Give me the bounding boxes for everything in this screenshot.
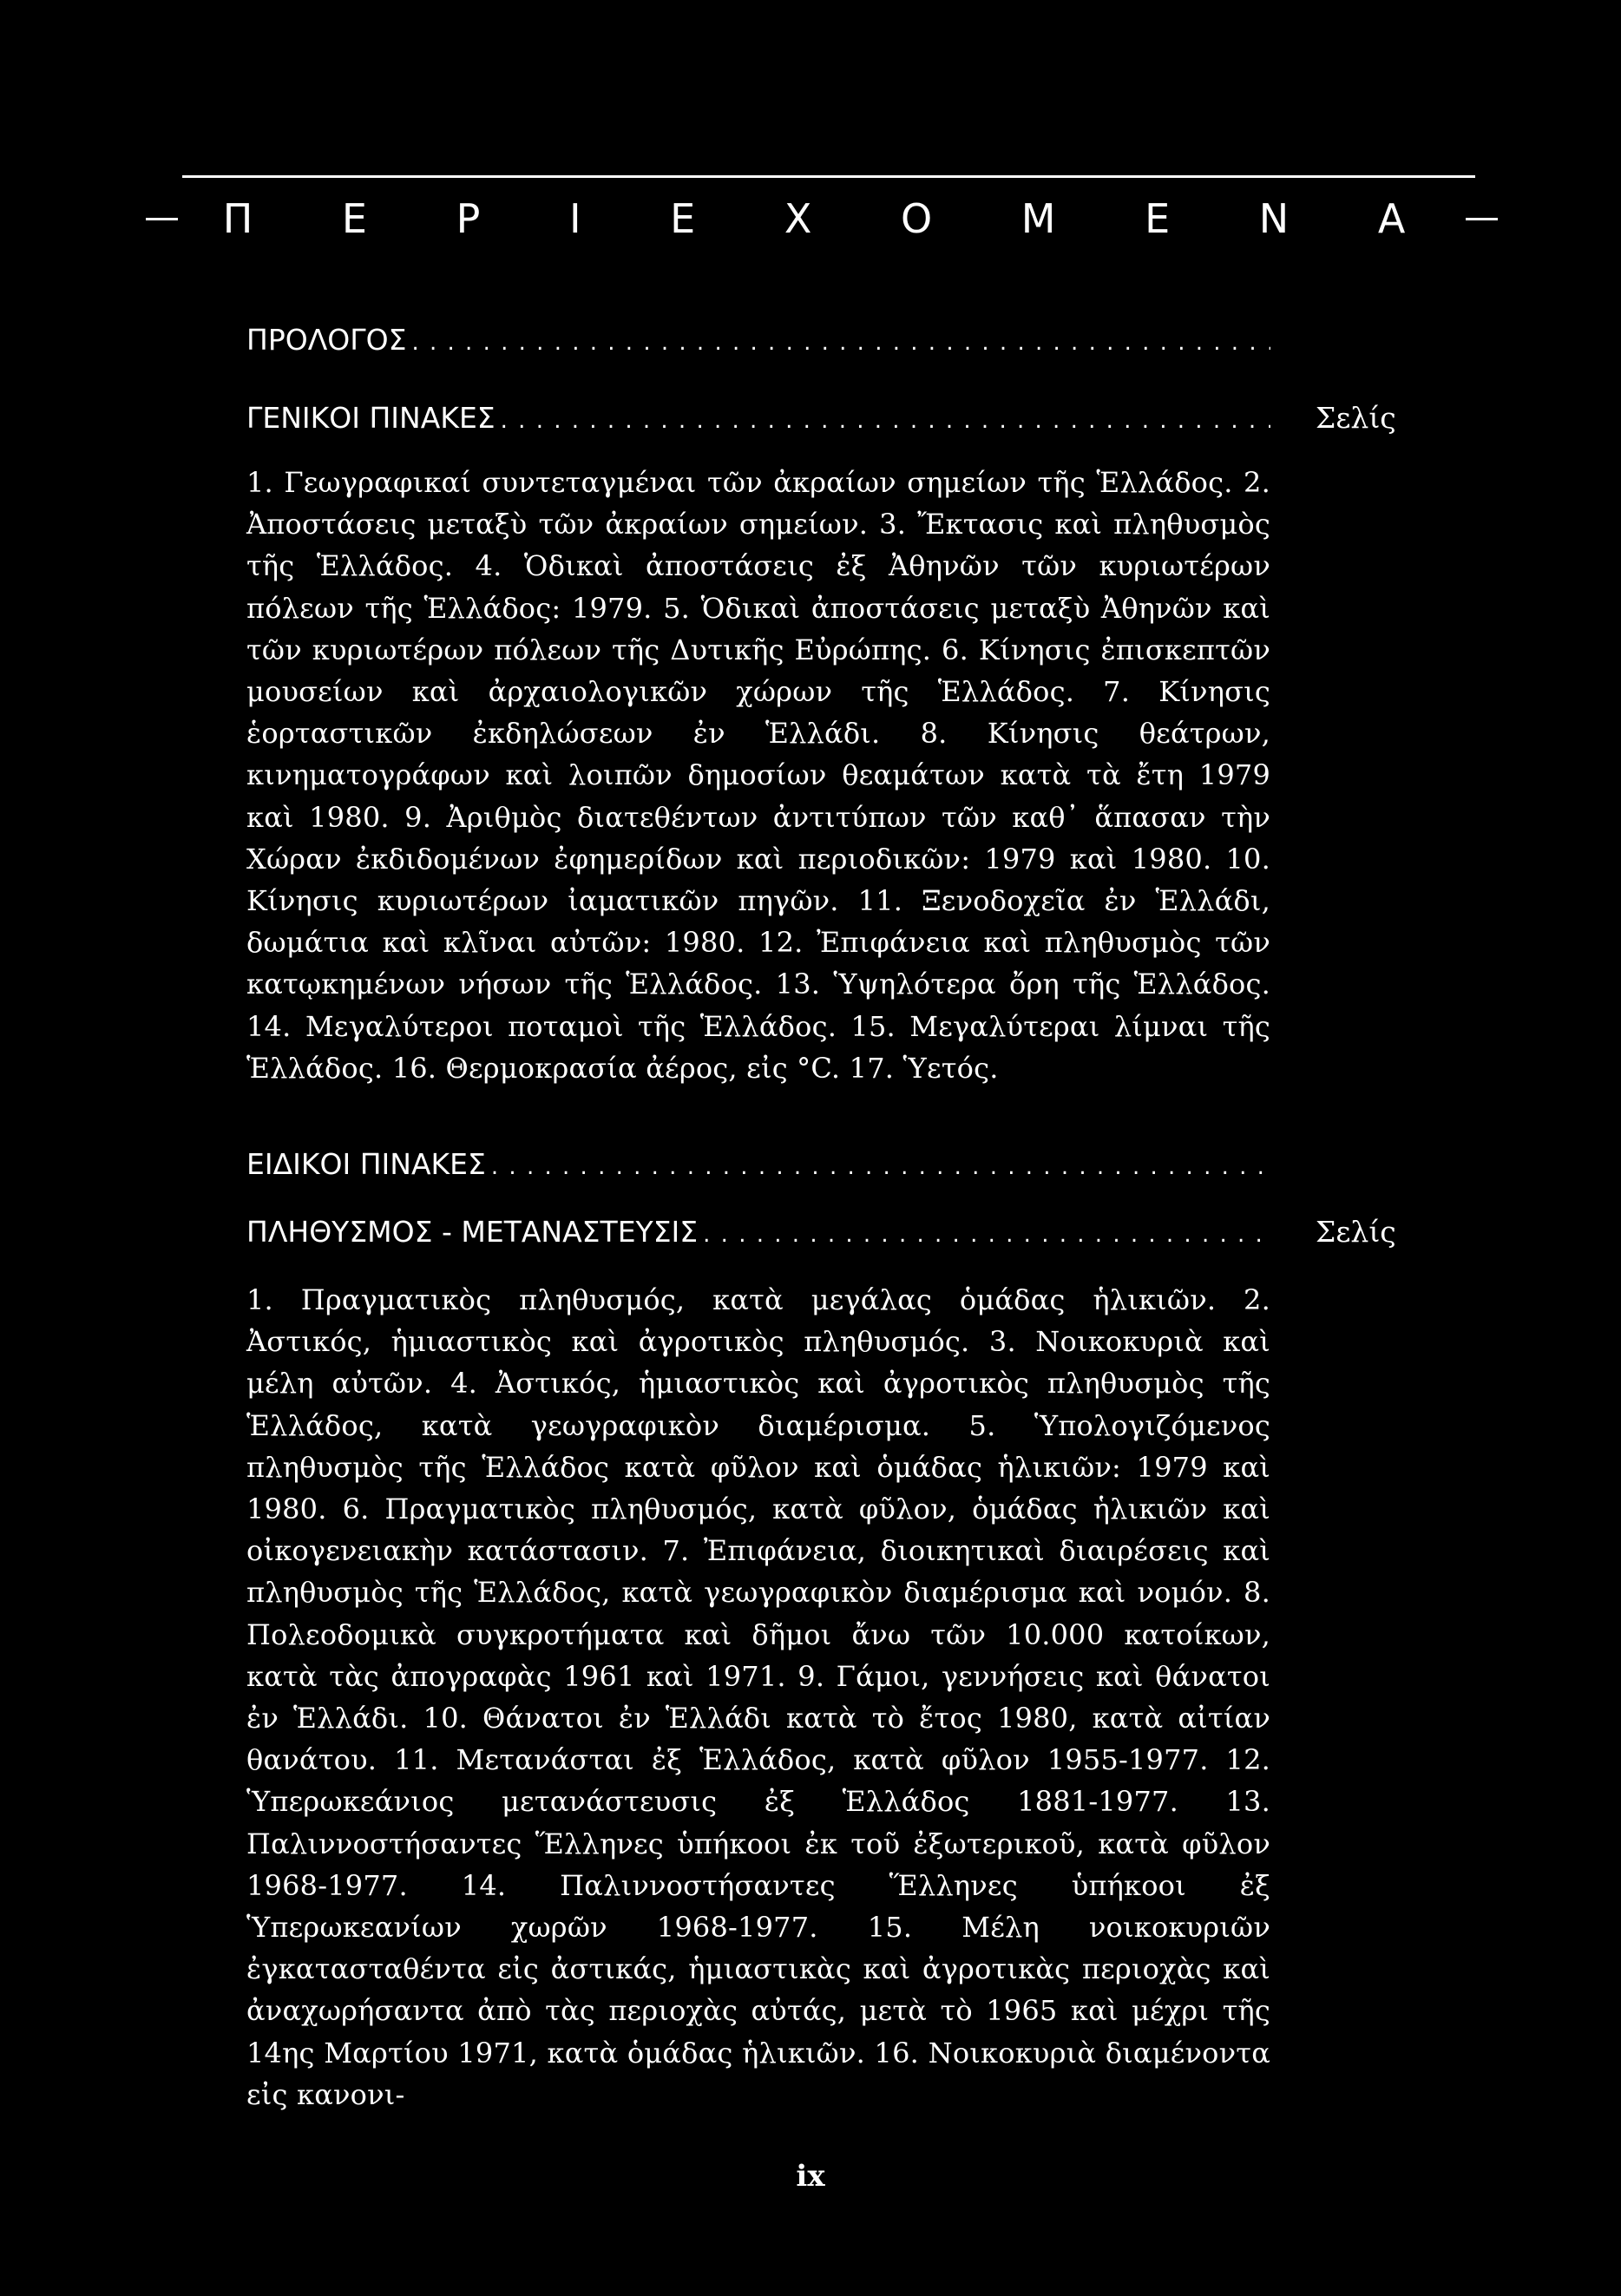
prologue-heading: ΠΡΟΛΟΓΟΣ <box>246 323 407 357</box>
page-title: Π Ε Ρ Ι Ε Χ Ο Μ Ε Ν Α <box>222 195 1444 242</box>
title-rule-left <box>146 218 178 220</box>
page-folio: ix <box>796 2159 825 2194</box>
population-heading: ΠΛΗΘΥΣΜΟΣ - ΜΕΤΑΝΑΣΤΕΥΣΙΣ <box>246 1215 699 1249</box>
general-tables-page-label: Σελίς <box>1316 401 1396 435</box>
leader-dots <box>501 408 1270 434</box>
leader-dots <box>703 1222 1270 1248</box>
top-rule <box>182 175 1475 178</box>
population-entry <box>246 1215 1270 1249</box>
title-rule-right <box>1466 218 1498 220</box>
special-tables-entry <box>246 1147 1270 1181</box>
prologue-entry <box>246 323 1270 357</box>
general-tables-entry <box>246 401 1270 435</box>
title-row <box>146 193 1498 245</box>
population-list: 1. Πραγματικὸς πληθυσμός, κατὰ μεγάλας ὁμάδας ἡλικιῶν. 2. Ἀστικός, ἡμιαστικὸς καὶ ἀγροτικὸς πληθυσμός. 3. Νοικοκυριὰ καὶ μέλη αὐτῶν. 4. Ἀστικός, ἡμιαστικὸς καὶ ἀγροτικὸς πληθυσμὸς τῆς Ἑλλάδος, κατὰ γεωγραφικὸν διαμέρισμα. 5. Ὑπολογιζόμενος πληθυσμὸς τῆς Ἑλλάδος κατὰ φῦλον καὶ ὁμάδας ἡλικιῶν: 1979 καὶ 1980. 6. Πραγματικὸς πληθυσμός, κατὰ φῦλον, ὁμάδας ἡλικιῶν καὶ οἰκογενειακὴν κατάστασιν. 7. Ἐπιφάνεια, διοικητικαὶ διαιρέσεις καὶ πληθυσμὸς τῆς Ἑλλάδος, κατὰ γεωγραφικὸν διαμέρισμα καὶ νομόν. 8. Πολεοδομικὰ συγκροτήματα καὶ δῆμοι ἄνω τῶν 10.000 κατοίκων, κατὰ τὰς ἀπογραφὰς 1961 καὶ 1971. 9. Γάμοι, γεννήσεις καὶ θάνατοι ἐν Ἑλλάδι. 10. Θάνατοι ἐν Ἑλλάδι κατὰ τὸ ἔτος 1980, κατὰ αἰτίαν θανάτου. 11. Μετανάσται ἐξ Ἑλλάδος, κατὰ φῦλον 1955-1977. 12. Ὑπερωκεάνιος μετανάστευσις ἐξ Ἑλλάδος 1881-1977. 13. Παλιννοστήσαντες Ἕλληνες ὑπήκοοι ἐκ τοῦ ἐξωτερικοῦ, κατὰ φῦλον 1968-1977. 14. Παλιννοστήσαντες Ἕλληνες ὑπήκοοι ἐξ Ὑπερωκεανίων χωρῶν 1968-1977. 15. Μέλη νοικοκυριῶν ἐγκατασταθέντα εἰς ἀστικάς, ἡμιαστικὰς καὶ ἀγροτικὰς περιοχὰς καὶ ἀναχωρήσαντα ἀπὸ τὰς περιοχὰς αὐτάς, μετὰ τὸ 1965 καὶ μέχρι τῆς 14ης Μαρτίου 1971, κατὰ ὁμάδας ἡλικιῶν. 16. Νοικοκυριὰ διαμένοντα εἰς κανονι- <box>246 1283 1270 2111</box>
special-tables-heading: ΕΙΔΙΚΟΙ ΠΙΝΑΚΕΣ <box>246 1147 486 1181</box>
leader-dots <box>411 330 1270 356</box>
general-tables-heading: ΓΕΝΙΚΟΙ ΠΙΝΑΚΕΣ <box>246 401 495 435</box>
general-tables-list: 1. Γεωγραφικαί συντεταγμέναι τῶν ἀκραίων σημείων τῆς Ἑλλάδος. 2. Ἀποστάσεις μεταξὺ τῶν ἀκραίων σημείων. 3. Ἔκτασις καὶ πληθυσμὸς τῆς Ἑλλάδος. 4. Ὁδικαὶ ἀποστάσεις ἐξ Ἀθηνῶν τῶν κυριωτέρων πόλεων τῆς Ἑλλάδος: 1979. 5. Ὁδικαὶ ἀποστάσεις μεταξὺ Ἀθηνῶν καὶ τῶν κυριωτέρων πόλεων τῆς Δυτικῆς Εὐρώπης. 6. Κίνησις ἐπισκεπτῶν μουσείων καὶ ἀρχαιολογικῶν χώρων τῆς Ἑλλάδος. 7. Κίνησις ἑορταστικῶν ἐκδηλώσεων ἐν Ἑλλάδι. 8. Κίνησις θεάτρων, κινηματογράφων καὶ λοιπῶν δημοσίων θεαμάτων κατὰ τὰ ἔτη 1979 καὶ 1980. 9. Ἀριθμὸς διατεθέντων ἀντιτύπων τῶν καθ᾽ ἅπασαν τὴν Χώραν ἐκδιδομένων ἐφημερίδων καὶ περιοδικῶν: 1979 καὶ 1980. 10. Κίνησις κυριωτέρων ἰαματικῶν πηγῶν. 11. Ξενοδοχεῖα ἐν Ἑλλάδι, δωμάτια καὶ κλῖναι αὐτῶν: 1980. 12. Ἐπιφάνεια καὶ πληθυσμὸς τῶν κατῳκημένων νήσων τῆς Ἑλλάδος. 13. Ὑψηλότερα ὄρη τῆς Ἑλλάδος. 14. Μεγαλύτεροι ποταμοὶ τῆς Ἑλλάδος. 15. Μεγαλύτεραι λίμναι τῆς Ἑλλάδος. 16. Θερμοκρασία ἀέρος, εἰς °C. 17. Ὑετός. <box>246 466 1270 1085</box>
population-page-label: Σελίς <box>1316 1215 1396 1249</box>
leader-dots <box>491 1154 1270 1180</box>
